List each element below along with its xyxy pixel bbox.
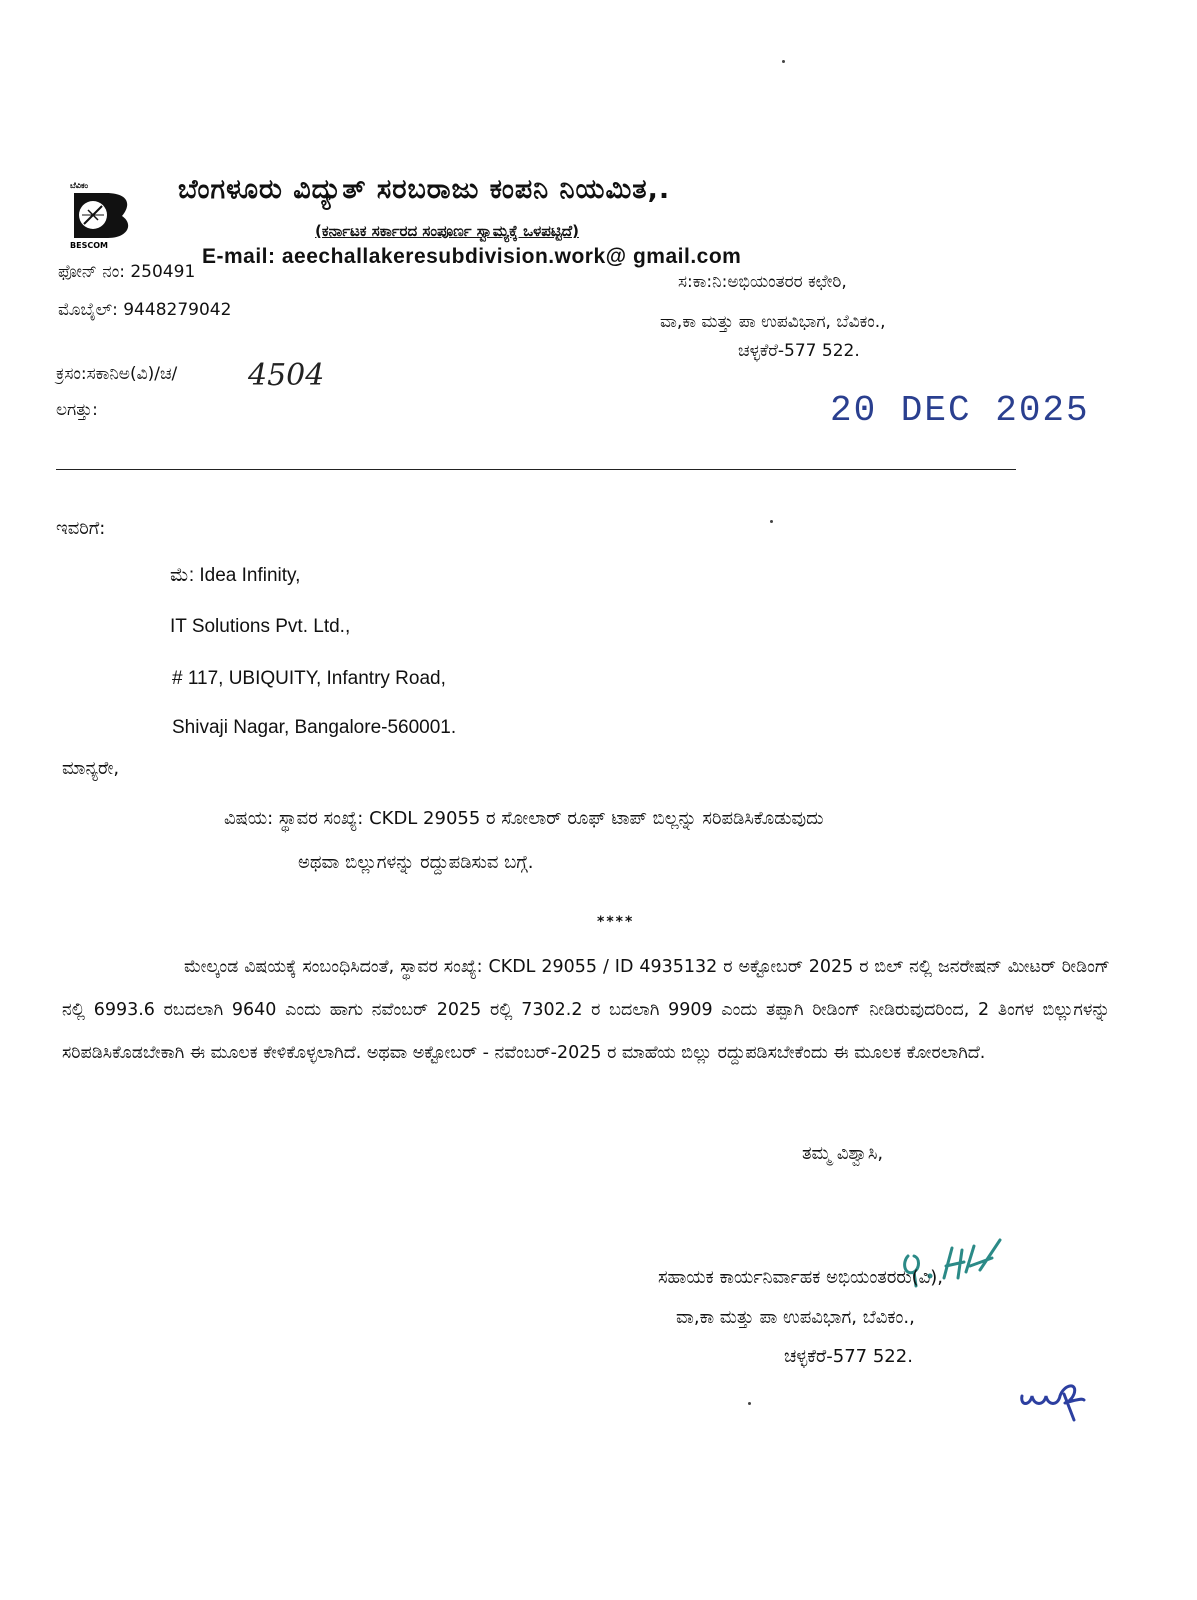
body-paragraph [62, 946, 1110, 1075]
organization-subtitle: (ಕರ್ನಾಟಕ ಸರ್ಕಾರದ ಸಂಪೂರ್ಣ ಸ್ವಾಮ್ಯಕ್ಕೆ ಒಳಪಟ್ಟಿದೆ) [315, 222, 579, 240]
date-stamp: 20 DEC 2025 [830, 390, 1090, 431]
recipient-line-4: Shivaji Nagar, Bangalore-560001. [172, 717, 457, 738]
office-line-3: ಚಳ್ಳಕೆರೆ-577 522. [738, 341, 860, 361]
header-divider [56, 469, 1016, 470]
initials-icon [1018, 1374, 1098, 1424]
logo-bottom-text: BESCOM [70, 241, 108, 250]
subject-line-2: ಅಥವಾ ಬಿಲ್ಲುಗಳನ್ನು ರದ್ದುಪಡಿಸುವ ಬಗ್ಗೆ. [298, 852, 534, 873]
reference-number-handwritten: 4504 [248, 358, 325, 393]
speck [770, 520, 773, 523]
phone-number: ಫೋನ್ ನಂ: 250491 [58, 262, 196, 282]
bescom-logo [66, 180, 136, 252]
subject-line-1: ವಿಷಯ: ಸ್ಥಾವರ ಸಂಖ್ಯೆ: CKDL 29055 ರ ಸೋಲಾರ್ ರೂಫ್ ಟಾಪ್ ಬಿಲ್ಲನ್ನು ಸರಿಪಡಿಸಿಕೊಡುವುದು [224, 808, 824, 829]
enclosure-label: ಲಗತ್ತು: [56, 400, 98, 420]
speck [782, 60, 785, 63]
office-line-2: ವಾ,ಕಾ ಮತ್ತು ಪಾ ಉಪವಿಭಾಗ, ಬೆವಿಕಂ., [660, 312, 886, 332]
designation: ಸಹಾಯಕ ಕಾರ್ಯನಿರ್ವಾಹಕ ಅಭಿಯಂತರರು(ವಿ), [658, 1267, 943, 1288]
closing-office: ವಾ,ಕಾ ಮತ್ತು ಪಾ ಉಪವಿಭಾಗ, ಬೆವಿಕಂ., [676, 1307, 915, 1328]
closing-place: ಚಳ್ಳಕೆರೆ-577 522. [784, 1346, 913, 1367]
reference-label: ಕ್ರಸಂ:ಸಕಾನಿಅ(ವಿ)/ಚ/ [56, 364, 178, 384]
recipient-line-1: ಮೆ: Idea Infinity, [170, 565, 301, 586]
office-line-1: ಸ:ಕಾ:ನಿ:ಅಭಿಯಂತರರ ಕಛೇರಿ, [678, 272, 847, 292]
recipient-line-2: IT Solutions Pvt. Ltd., [170, 616, 351, 637]
speck [748, 1402, 751, 1405]
logo-top-text: ಬೆವಿಕಂ [70, 181, 89, 190]
email-address: E-mail: aeechallakeresubdivision.work@ gmail.com [202, 245, 742, 268]
organization-name: ಬೆಂಗಳೂರು ವಿದ್ಯುತ್ ಸರಬರಾಜು ಕಂಪನಿ ನಿಯಮಿತ,. [178, 174, 671, 205]
separator: **** [597, 914, 635, 930]
salutation: ಮಾನ್ಯರೇ, [62, 758, 120, 779]
initials-signature [1018, 1374, 1098, 1424]
body-text: ಮೇಲ್ಕಂಡ ವಿಷಯಕ್ಕೆ ಸಂಬಂಧಿಸಿದಂತೆ, ಸ್ಥಾವರ ಸಂಖ್ಯೆ: CKDL 29055 / ID 4935132 ರ ಅಕ್ಟೋಬರ್ 2025 ರ ಬಿಲ್ ನಲ್ಲಿ ಜನರೇಷನ್ ಮೀಟರ್ ರೀಡಿಂಗ್ ನಲ್ಲಿ 6993.6 ರಬದಲಾಗಿ 9640 ಎಂದು ಹಾಗು ನವೆಂಬರ್ 2025 ರಲ್ಲಿ 7302.2 ರ ಬದಲಾಗಿ 9909 ಎಂದು ತಪ್ಪಾಗಿ ರೀಡಿಂಗ್ ನೀಡಿರುವುದರಿಂದ, 2 ತಿಂಗಳ ಬಿಲ್ಲುಗಳನ್ನು ಸರಿಪಡಿಸಿಕೊಡಬೇಕಾಗಿ ಈ ಮೂಲಕ ಕೇಳಿಕೊಳ್ಳಲಾಗಿದೆ. ಅಥವಾ ಅಕ್ಟೋಬರ್ - ನವೆಂಬರ್-2025 ರ ಮಾಹೆಯ ಬಿಲ್ಲು ರದ್ದುಪಡಿಸಬೇಕೆಂದು ಈ ಮೂಲಕ ಕೋರಲಾಗಿದೆ. [62, 957, 1110, 1063]
recipient-line-3: # 117, UBIQUITY, Infantry Road, [172, 668, 446, 689]
to-label: ಇವರಿಗೆ: [56, 518, 106, 539]
closing-yours: ತಮ್ಮ ವಿಶ್ವಾಸಿ, [802, 1143, 884, 1164]
bescom-logo-icon [66, 180, 136, 252]
mobile-number: ಮೊಬೈಲ್: 9448279042 [58, 300, 232, 320]
